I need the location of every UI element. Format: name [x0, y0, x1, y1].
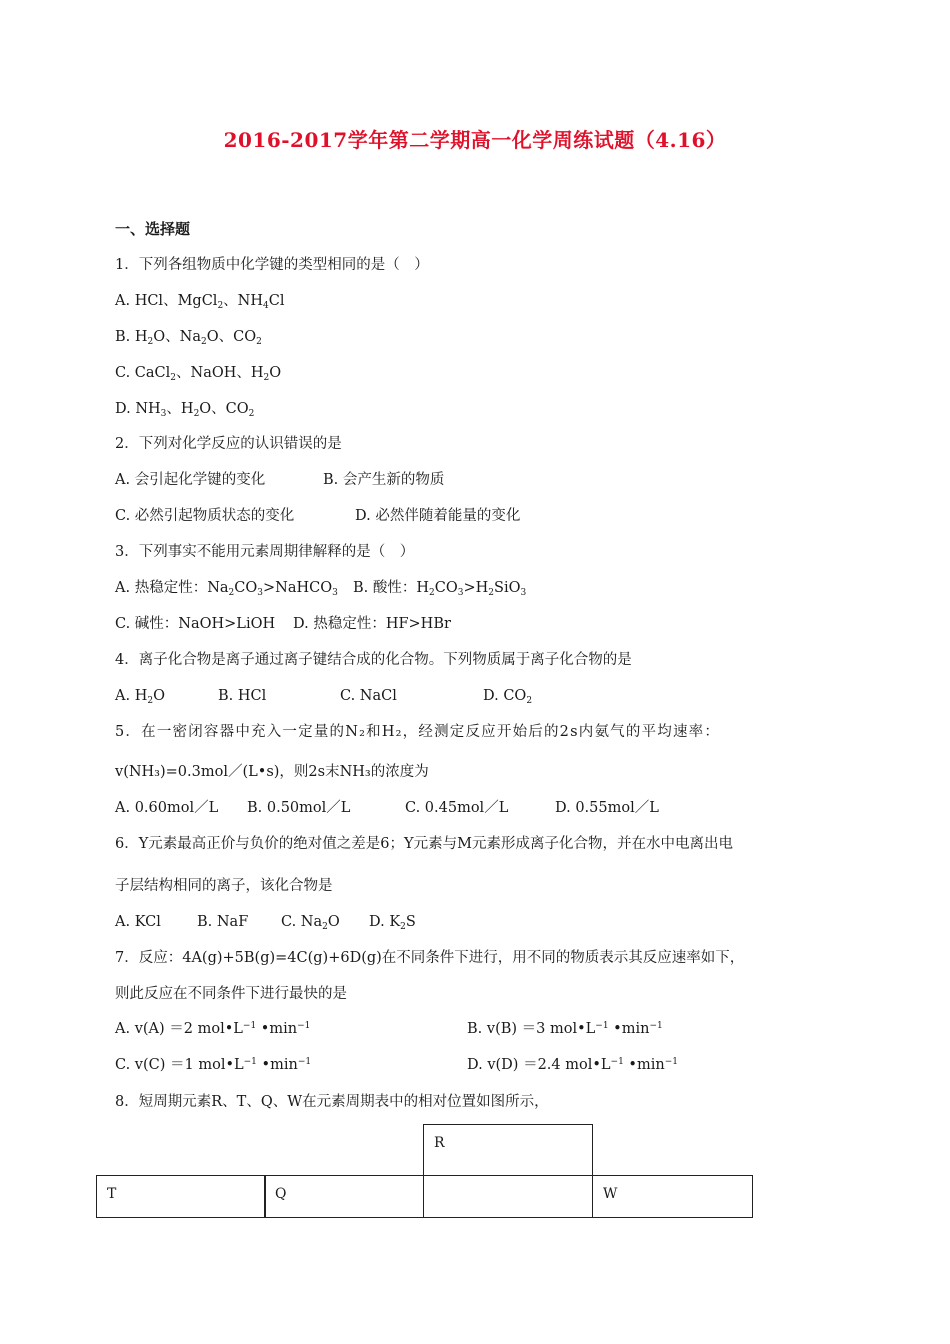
question-4-option-c: C. NaCl [340, 688, 397, 704]
question-5-stem: 5．在一密闭容器中充入一定量的N₂和H₂，经测定反应开始后的2s内氨气的平均速率： [115, 724, 721, 740]
question-2-options-ab [115, 470, 444, 490]
question-6-stem-line2: 子层结构相同的离子，该化合物是 [115, 878, 333, 894]
question-5-options [115, 798, 659, 818]
question-3-options-cd [115, 614, 451, 634]
question-6-option-a: A. KCl [115, 914, 161, 930]
question-7-options-cd [115, 1055, 678, 1075]
question-3-option-a: A. 热稳定性：$Na_2CO_3>NaHCO_3$ [115, 580, 338, 598]
question-4-option-a: A. $H_2O$ [115, 688, 165, 706]
question-1-option-b: B. $H_2O$、$Na_2O$、$CO_2$ [115, 329, 262, 347]
page-title: 2016-2017学年第二学期高一化学周练试题（4.16） [223, 128, 727, 152]
question-3-options-ab [115, 578, 526, 598]
question-5-option-c: C. 0.45mol／L [405, 800, 509, 816]
question-6-option-d: D. $K_2S$ [369, 914, 416, 932]
question-3-stem: 3．下列事实不能用元素周期律解释的是（ ） [115, 544, 415, 560]
section-heading: 一、选择题 [115, 220, 191, 238]
question-6-option-b: B. NaF [197, 914, 249, 930]
question-2-options-cd [115, 506, 520, 526]
question-2-option-b: B. 会产生新的物质 [323, 472, 445, 488]
table-cell-q: Q [264, 1175, 424, 1218]
question-7-stem-line2: 则此反应在不同条件下进行最快的是 [115, 986, 347, 1002]
question-3-option-c: C. 碱性：NaOH>LiOH [115, 616, 276, 632]
question-1-option-d: D. $NH_3$、$H_2O$、$CO_2$ [115, 401, 255, 419]
question-1-option-c: C. CaCl$_2$、NaOH、$H_2O$ [115, 365, 282, 383]
question-2-option-a: A. 会引起化学键的变化 [115, 472, 266, 488]
question-1-stem: 1．下列各组物质中化学键的类型相同的是（ ） [115, 257, 429, 273]
question-3-option-b: B. 酸性：$H_2CO_3>H_2SiO_3$ [353, 580, 527, 598]
table-cell-t: T [96, 1175, 266, 1218]
question-6-option-c: C. $Na_2O$ [281, 914, 340, 932]
question-4-options [115, 686, 532, 706]
question-2-stem: 2．下列对化学反应的认识错误的是 [115, 436, 342, 452]
question-5-option-d: D. 0.55mol／L [555, 800, 659, 816]
question-7-option-d: D. v(D) ＝2.4 $mol•L^{-1}$ $•\min^{-1}$ [467, 1057, 678, 1073]
question-4-option-d: D. $CO_2$ [483, 688, 533, 706]
table-cell-empty [423, 1175, 593, 1218]
question-1-option-a: A. HCl、MgCl$_2$、$NH_4Cl$ [115, 293, 285, 311]
question-6-stem: 6．Y元素最高正价与负价的绝对值之差是6；Y元素与M元素形成离子化合物，并在水中电离出电 [115, 836, 733, 852]
question-4-option-b: B. HCl [218, 688, 267, 704]
question-7-option-b: B. v(B) ＝3 $mol•L^{-1}$ $•\min^{-1}$ [467, 1021, 663, 1037]
question-2-option-c: C. 必然引起物质状态的变化 [115, 508, 295, 524]
question-7-option-c: C. v(C) ＝1 $mol•L^{-1}$ $•\min^{-1}$ [115, 1057, 312, 1073]
question-2-option-d: D. 必然伴随着能量的变化 [355, 508, 521, 524]
table-cell-w: W [592, 1175, 753, 1218]
table-cell-r: R [423, 1124, 593, 1176]
question-5-stem-line2: v(NH₃)=0.3mol／(L•s)，则2s末NH₃的浓度为 [115, 764, 429, 780]
question-7-stem: 7．反应：4A(g)+5B(g)=4C(g)+6D(g)在不同条件下进行，用不同的物质表示其反应速率如下， [115, 950, 745, 966]
question-8-stem: 8．短周期元素R、T、Q、W在元素周期表中的相对位置如图所示， [115, 1094, 549, 1110]
question-4-stem: 4．离子化合物是离子通过离子键结合成的化合物。下列物质属于离子化合物的是 [115, 652, 632, 668]
question-7-options-ab [115, 1019, 663, 1039]
question-5-option-b: B. 0.50mol／L [247, 800, 351, 816]
question-3-option-d: D. 热稳定性：HF>HBr [293, 616, 451, 632]
question-7-option-a: A. v(A) ＝2 $mol•L^{-1}$ $•\min^{-1}$ [115, 1021, 311, 1037]
question-5-option-a: A. 0.60mol／L [115, 800, 219, 816]
question-6-options [115, 912, 416, 932]
